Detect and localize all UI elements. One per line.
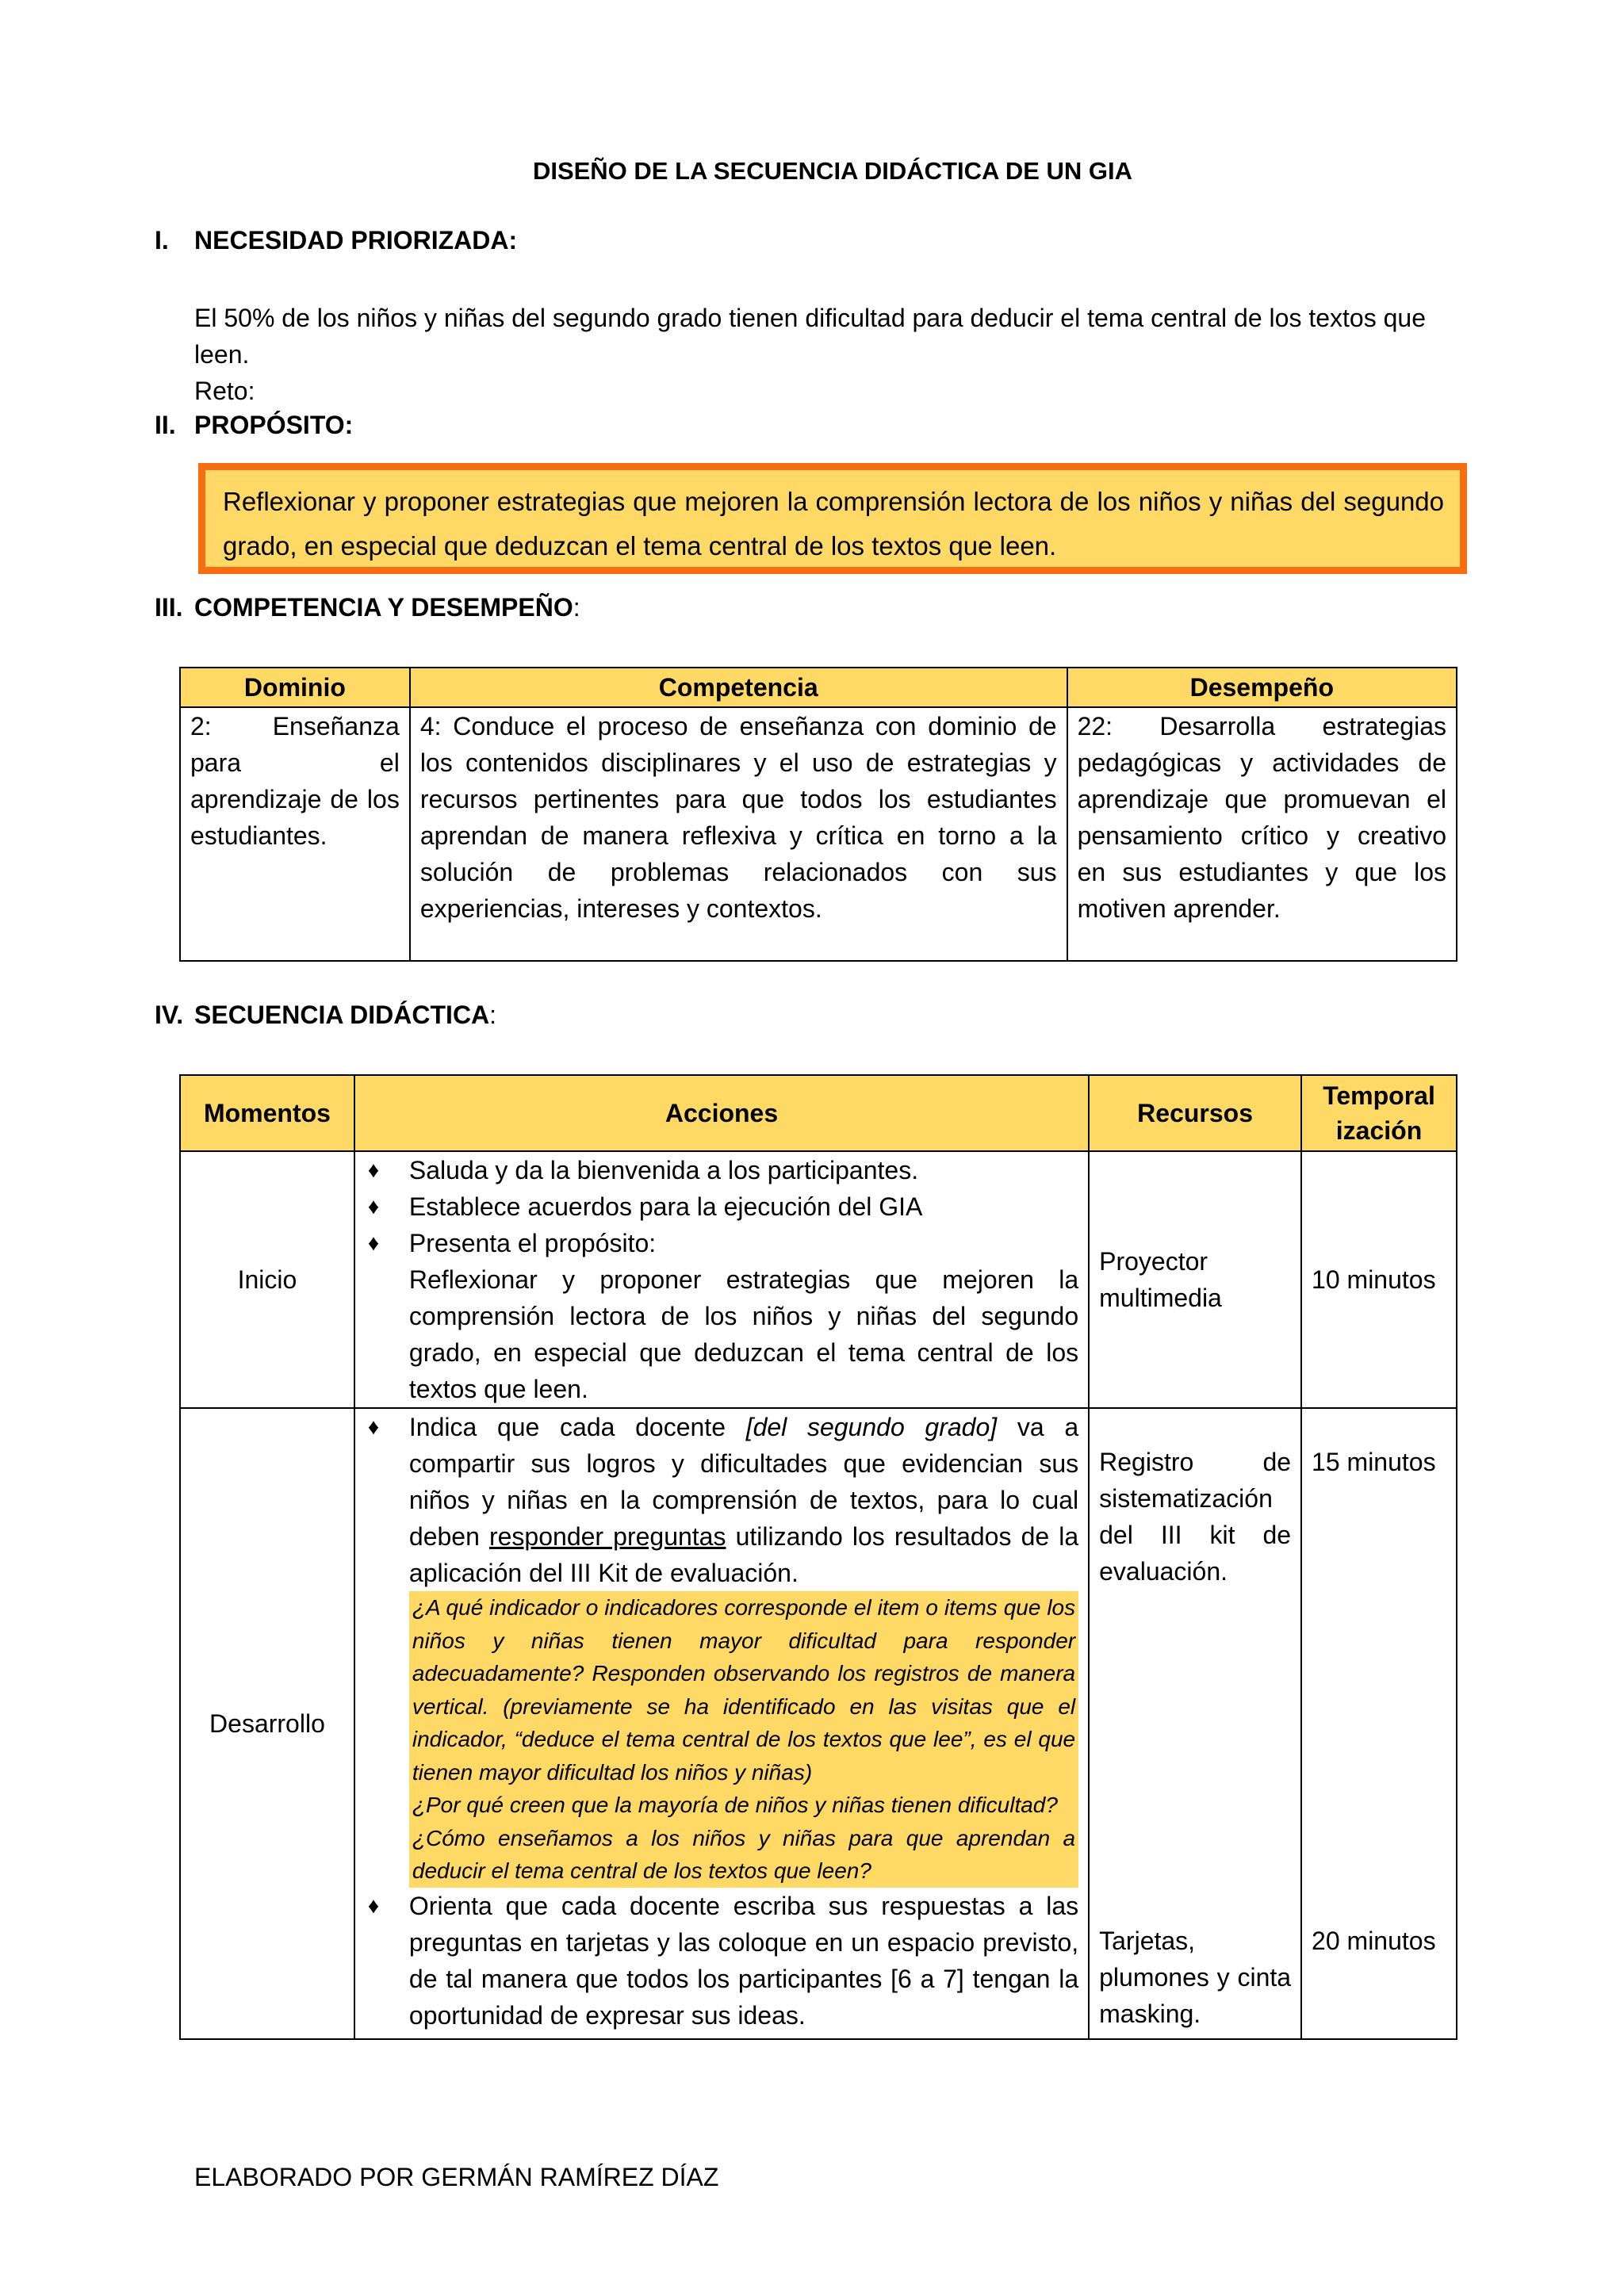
header-recursos: Recursos: [1089, 1075, 1301, 1151]
header-temporal-line1: Temporal: [1323, 1081, 1435, 1110]
diamond-bullet-icon: ♦: [367, 1414, 380, 1439]
header-temporal-line2: ización: [1335, 1116, 1423, 1145]
section-colon: :: [489, 1001, 497, 1029]
competencia-table: [179, 667, 1457, 962]
diamond-bullet-icon: ♦: [367, 1194, 380, 1219]
purpose-box: [198, 463, 1467, 574]
header-competencia: Competencia: [410, 668, 1067, 707]
acciones-desarrollo: [354, 1408, 1089, 2039]
action-text: Orienta que cada docente escriba sus respuestas a las preguntas en tarjetas y las coloque en un espacio previsto, de tal manera que todos los participantes [6 a 7] tengan la oportunidad de expresar sus ideas.: [408, 1891, 1079, 2030]
action-text: Establece acuerdos para la ejecución del GIA: [408, 1192, 923, 1221]
header-desempeno: Desempeño: [1067, 668, 1457, 707]
list-item: [365, 1225, 1078, 1407]
list-item: [365, 1888, 1078, 2034]
question-item: ¿Por qué creen que la mayoría de niños y niñas tienen dificultad?: [412, 1793, 1058, 1817]
action-text: utilizando los resultados de la aplicación del III Kit de evaluación.: [408, 1522, 1079, 1587]
section-heading-secuencia: [155, 1001, 496, 1030]
action-italic-text: [del segundo grado]: [745, 1413, 998, 1441]
tiempo-desarrollo: [1301, 1408, 1457, 2039]
section-title: COMPETENCIA Y DESEMPEÑO: [194, 593, 573, 622]
table-header-row: [180, 1075, 1457, 1151]
action-text: Indica que cada docente: [408, 1413, 746, 1441]
recursos-registro: Registro de sistematización del III kit de evaluación.: [1099, 1448, 1292, 1586]
acciones-inicio: [354, 1151, 1089, 1408]
reto-label: Reto:: [194, 377, 255, 405]
footer-author: ELABORADO POR GERMÁN RAMÍREZ DÍAZ: [194, 2163, 719, 2191]
section-number: III.: [155, 593, 183, 622]
inicio-purpose-text: Reflexionar y proponer estrategias que mejoren la comprensión lectora de los niños y niñas del segundo grado, en especial que deduzcan el tema central de los textos que leen.: [408, 1265, 1079, 1403]
table-row-inicio: [180, 1151, 1457, 1408]
action-text: Presenta el propósito:: [408, 1229, 657, 1257]
recursos-tarjetas: Tarjetas, plumones y cinta masking.: [1099, 1927, 1292, 2028]
cell-desempeno: 22: Desarrolla estrategias pedagógicas y actividades de aprendizaje que promuevan el pensamiento crítico y creativo en sus estudiantes y que los motiven aprender.: [1067, 707, 1457, 961]
section-colon: :: [573, 593, 580, 622]
table-header-row: [180, 668, 1457, 707]
section-number: I.: [155, 226, 169, 254]
section-title: PROPÓSITO:: [194, 411, 354, 439]
tiempo-20: 20 minutos: [1312, 1927, 1436, 1955]
tiempo-15: 15 minutos: [1312, 1448, 1436, 1476]
table-row: [180, 707, 1457, 961]
header-momentos: Momentos: [180, 1075, 354, 1151]
action-list: [365, 1152, 1078, 1407]
action-list: [365, 1888, 1078, 2034]
recursos-desarrollo: [1089, 1408, 1301, 2039]
section-number: II.: [155, 411, 176, 439]
secuencia-table: [179, 1074, 1457, 2040]
diamond-bullet-icon: ♦: [367, 1158, 380, 1182]
moment-inicio: Inicio: [180, 1151, 354, 1408]
question-item: ¿A qué indicador o indicadores corresponde el item o items que los niños y niñas tienen mayor dificultad para responder adecuadamente? Responden observando los registros de manera vertical. (previamente se ha identificado en las visitas que el indicador, “deduce el tema central de los textos que lee”, es el que tienen mayor dificultad los niños y niñas): [412, 1595, 1076, 1785]
list-item: [365, 1188, 1078, 1225]
section-title: NECESIDAD PRIORIZADA:: [194, 226, 518, 254]
action-list: [365, 1409, 1078, 1591]
list-item: [365, 1152, 1078, 1188]
header-acciones: Acciones: [354, 1075, 1089, 1151]
purpose-text: Reflexionar y proponer estrategias que mejoren la comprensión lectora de los niños y niñas del segundo grado, en especial que deduzcan el tema central de los textos que leen.: [223, 487, 1444, 561]
tiempo-inicio: 10 minutos: [1301, 1151, 1457, 1408]
page-title: DISEÑO DE LA SECUENCIA DIDÁCTICA DE UN GIA: [532, 157, 1133, 185]
section-heading-proposito: [155, 411, 353, 440]
questions-highlight: [409, 1591, 1078, 1888]
table-row-desarrollo: [180, 1408, 1457, 2039]
header-temporalizacion: [1301, 1075, 1457, 1151]
section-heading-competencia: [155, 593, 580, 622]
recursos-inicio: Proyector multimedia: [1089, 1151, 1301, 1408]
diamond-bullet-icon: ♦: [367, 1230, 380, 1255]
necesidad-text: El 50% de los niños y niñas del segundo grado tienen dificultad para deducir el tema central de los textos que leen.: [194, 304, 1426, 369]
action-text: Saluda y da la bienvenida a los participantes.: [408, 1156, 919, 1184]
section-heading-necesidad: [155, 226, 517, 255]
action-text: va a compartir sus logros y dificultades que evidencian sus niños y niñas en la comprensión de textos, para lo cual deben: [408, 1413, 1079, 1551]
section-title: SECUENCIA DIDÁCTICA: [194, 1001, 490, 1029]
diamond-bullet-icon: ♦: [367, 1892, 380, 1918]
moment-desarrollo: Desarrollo: [180, 1408, 354, 2039]
action-underlined-text: responder preguntas: [488, 1522, 726, 1551]
header-dominio: Dominio: [180, 668, 410, 707]
question-item: ¿Cómo enseñamos a los niños y niñas para que aprendan a deducir el tema central de los textos que leen?: [412, 1825, 1076, 1883]
section-number: IV.: [155, 1001, 184, 1029]
cell-competencia: 4: Conduce el proceso de enseñanza con dominio de los contenidos disciplinares y el uso de estrategias y recursos pertinentes para que todos los estudiantes aprendan de manera reflexiva y crítica en torno a la solución de problemas relacionados con sus experiencias, intereses y contextos.: [410, 707, 1067, 961]
list-item: [365, 1409, 1078, 1591]
cell-dominio: 2: Enseñanza para el aprendizaje de los estudiantes.: [180, 707, 410, 961]
